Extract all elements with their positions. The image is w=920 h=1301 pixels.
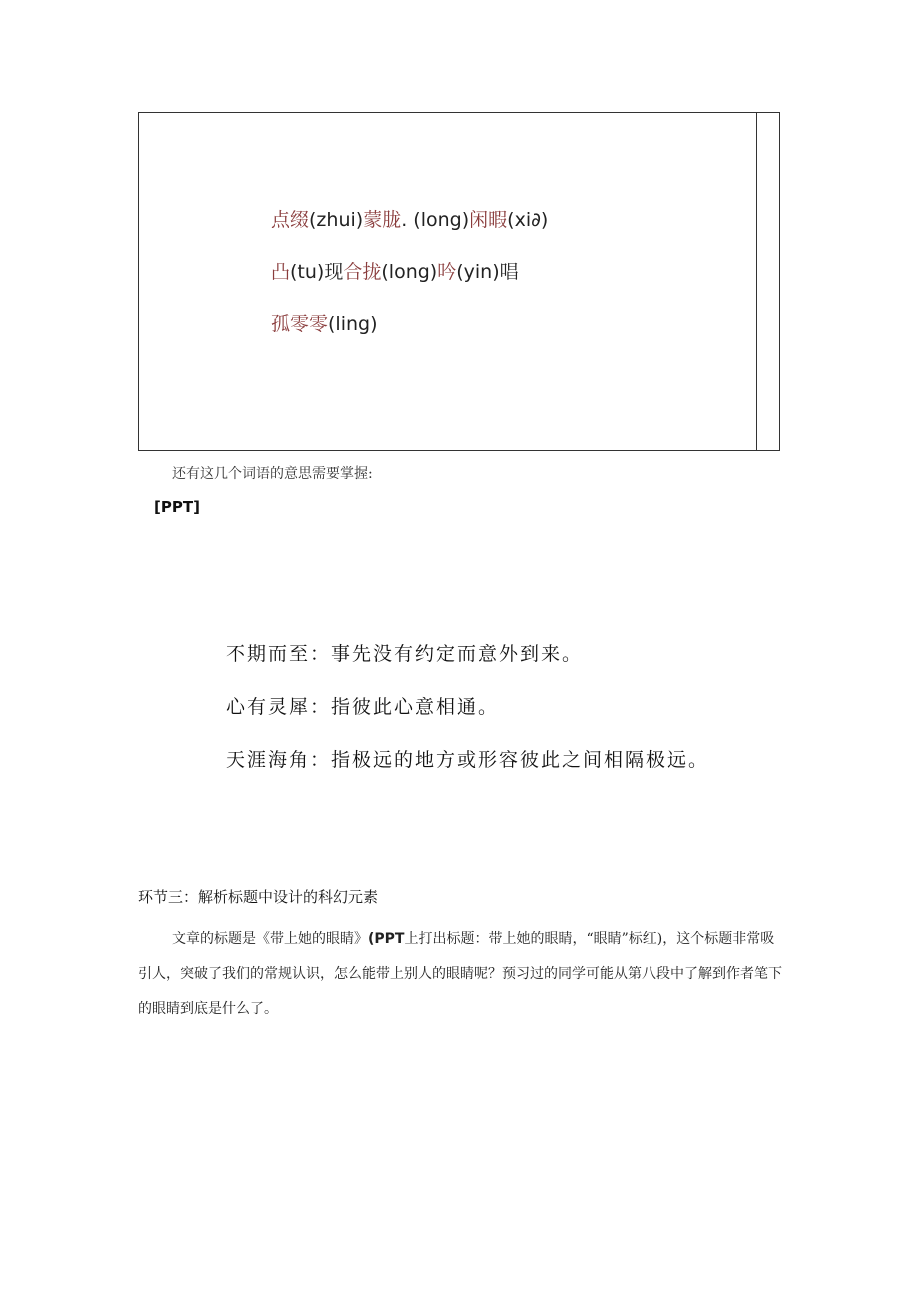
- paragraph-ppt: (PPT: [368, 931, 405, 947]
- pinyin-yin: (yin): [456, 261, 500, 283]
- pinyin-line-3: [271, 312, 378, 336]
- vocab-item-3: 天涯海角：指极远的地方或形容彼此之间相隔极远。: [226, 749, 710, 771]
- pinyin-xia: (xi∂): [507, 209, 549, 231]
- word-xian: 现: [324, 261, 344, 283]
- separator-dot: .: [401, 209, 408, 231]
- word-yin: 吟: [437, 261, 457, 283]
- body-paragraph: [138, 922, 784, 1027]
- pinyin-zhui: (zhui): [309, 209, 364, 231]
- pinyin-line-2: [271, 260, 519, 284]
- pinyin-line-1: [271, 208, 548, 232]
- ppt-slide-box: [138, 112, 780, 451]
- pinyin-long: (long): [413, 209, 470, 231]
- intro-text: 还有这几个词语的意思需要掌握:: [172, 466, 373, 482]
- word-menglong: 蒙胧: [363, 209, 402, 231]
- pinyin-ling: (ling): [328, 313, 378, 335]
- word-gulingling: 孤零零: [271, 313, 329, 335]
- paragraph-part-2: 上打出标题：带上她的眼睛，“眼睛”标红)，这个标题非常吸引人，突破了我们的常规认识，怎么能带上别人的眼睛呢？预习过的同学可能从第八段中了解到作者笔下的眼睛到底是什么了。: [138, 931, 782, 1017]
- word-helong: 合拢: [343, 261, 382, 283]
- vocab-item-1: 不期而至：事先没有约定而意外到来。: [226, 643, 584, 665]
- word-tu: 凸: [271, 261, 291, 283]
- pinyin-tu: (tu): [290, 261, 325, 283]
- slide-divider: [756, 113, 757, 450]
- pinyin-long-2: (long): [381, 261, 438, 283]
- paragraph-part-1: 文章的标题是《带上她的眼睛》: [172, 931, 368, 947]
- word-dianzhui: 点缀: [271, 209, 310, 231]
- word-chang: 唱: [499, 261, 519, 283]
- ppt-tag: [PPT]: [154, 498, 200, 516]
- word-xianxia: 闲暇: [469, 209, 508, 231]
- vocab-item-2: 心有灵犀：指彼此心意相通。: [226, 696, 500, 718]
- section-title: 环节三：解析标题中设计的科幻元素: [138, 888, 379, 906]
